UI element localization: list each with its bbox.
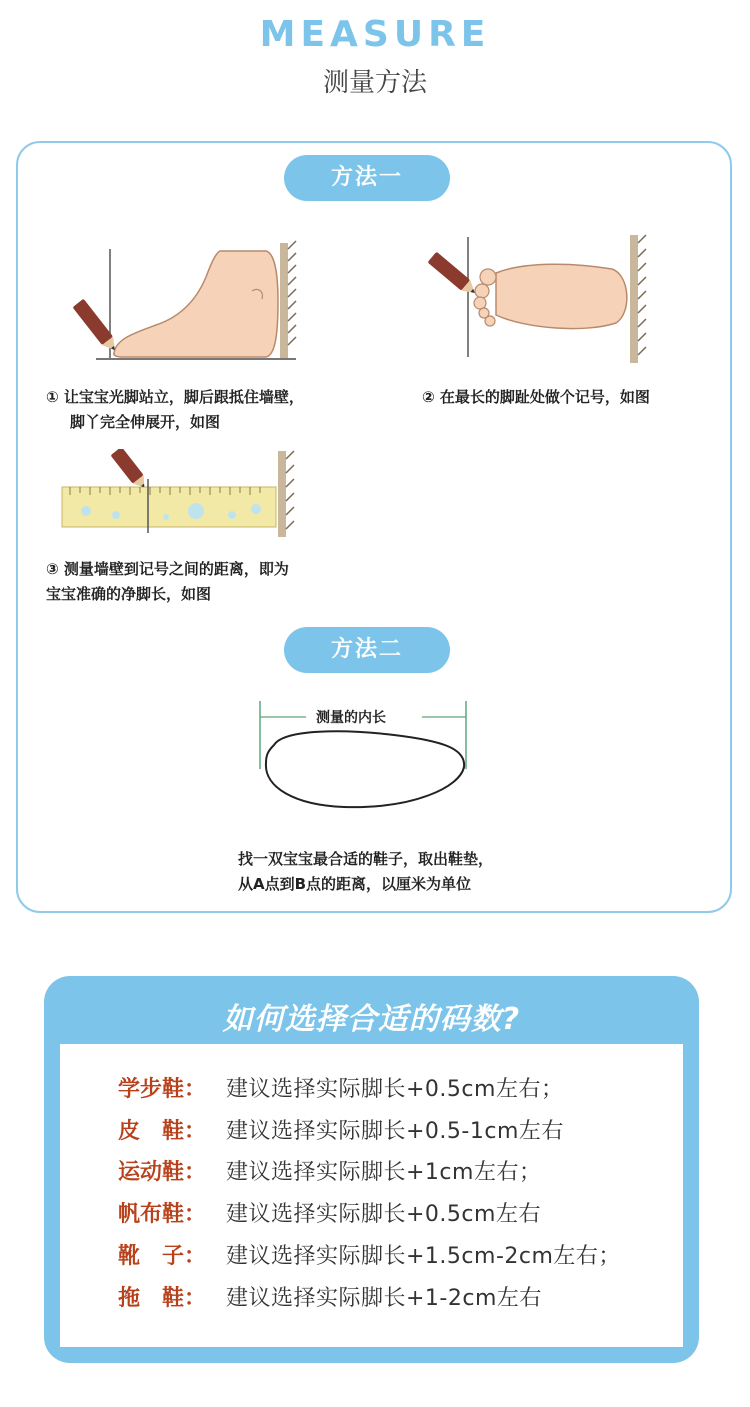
shoe-type-label: 拖 鞋： (118, 1286, 207, 1311)
list-item (118, 1283, 542, 1315)
step1-caption-line1: ① 让宝宝光脚站立，脚后跟抵住墙壁， (46, 388, 304, 406)
list-item (118, 1241, 621, 1273)
size-advice: 建议选择实际脚长+0.5cm左右 (226, 1202, 541, 1227)
shoe-type-label: 运动鞋： (118, 1160, 207, 1185)
size-advice: 建议选择实际脚长+1-2cm左右 (226, 1286, 542, 1311)
size-advice: 建议选择实际脚长+1.5cm-2cm左右； (226, 1244, 621, 1269)
step2-caption: ② 在最长的脚趾处做个记号，如图 (422, 388, 650, 406)
method2-caption-line2: 从A点到B点的距离，以厘米为单位 (238, 875, 472, 893)
list-item (118, 1074, 563, 1106)
size-guide-list (60, 1044, 683, 1347)
shoe-type-label: 靴 子： (118, 1244, 207, 1269)
shoe-type-label: 皮 鞋： (118, 1119, 207, 1144)
header-title-zh: 测量方法 (322, 68, 427, 98)
size-guide-panel (44, 976, 699, 1363)
list-item (118, 1157, 541, 1189)
step3-caption-line1: ③ 测量墙壁到记号之间的距离，即为 (46, 560, 289, 578)
size-advice: 建议选择实际脚长+0.5-1cm左右 (226, 1119, 564, 1144)
size-advice: 建议选择实际脚长+0.5cm左右； (226, 1077, 564, 1102)
method2-pill: 方法二 (284, 627, 450, 673)
size-advice: 建议选择实际脚长+1cm左右； (226, 1160, 542, 1185)
step1-caption-line2: 脚丫完全伸展开，如图 (70, 413, 221, 431)
foot-side-illustration (56, 231, 306, 371)
ruler-illustration (56, 449, 306, 539)
foot-top-illustration (416, 229, 666, 369)
list-item (118, 1116, 564, 1148)
shoe-type-label: 学步鞋： (118, 1077, 207, 1102)
header-title-en: MEASURE (259, 14, 491, 55)
method-card (16, 141, 732, 913)
method2-caption-line1: 找一双宝宝最合适的鞋子，取出鞋垫， (238, 850, 494, 868)
shoe-type-label: 帆布鞋： (118, 1202, 207, 1227)
step3-caption-line2: 宝宝准确的净脚长，如图 (46, 585, 212, 603)
method1-pill: 方法一 (284, 155, 450, 201)
insole-length-label: 测量的内长 (316, 710, 386, 726)
list-item (118, 1199, 541, 1231)
size-guide-title: 如何选择合适的码数? (222, 1002, 521, 1037)
